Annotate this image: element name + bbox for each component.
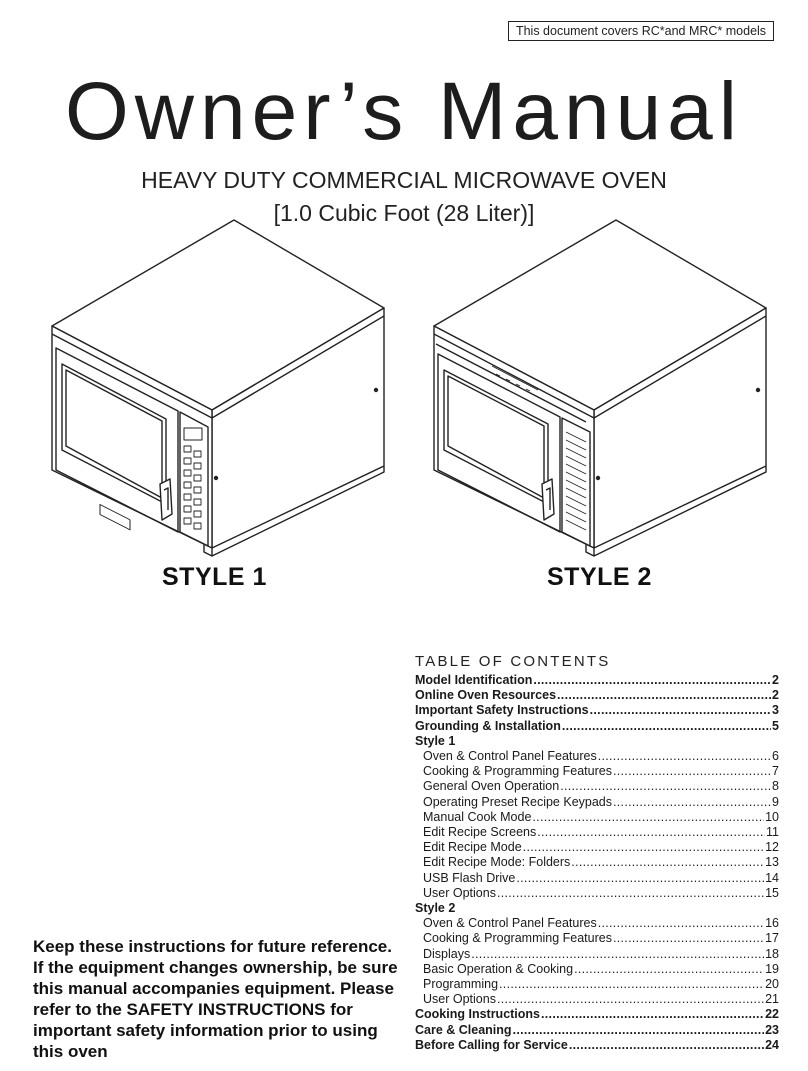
toc-page-number: 15: [765, 885, 779, 900]
toc-page-number: 24: [765, 1037, 779, 1052]
toc-entry[interactable]: [415, 1007, 779, 1022]
toc-entry-title: Style 1: [415, 733, 456, 748]
toc-list: [415, 673, 779, 1053]
toc-leader-dots: [569, 1038, 764, 1053]
toc-leader-dots: [513, 1023, 765, 1038]
microwave-oven-style-2-illustration: [426, 214, 772, 564]
toc-entry-title: Grounding & Installation: [415, 718, 561, 733]
toc-page-number: 14: [765, 870, 779, 885]
toc-leader-dots: [613, 931, 764, 946]
toc-section-heading[interactable]: [415, 734, 779, 749]
toc-page-number: 2: [772, 673, 779, 687]
toc-entry[interactable]: [415, 749, 779, 764]
toc-leader-dots: [471, 947, 764, 962]
style-2-label: STYLE 2: [547, 563, 652, 591]
toc-leader-dots: [571, 855, 764, 870]
toc-entry[interactable]: [415, 673, 779, 688]
toc-page-number: 13: [765, 855, 779, 870]
toc-entry-title: Online Oven Resources: [415, 688, 557, 703]
toc-entry-title: Cooking & Programming Features: [423, 764, 612, 779]
toc-entry-title: User Options: [423, 885, 496, 900]
toc-leader-dots: [499, 977, 764, 992]
toc-entry-title: Before Calling for Service: [415, 1037, 568, 1052]
toc-entry[interactable]: [415, 795, 779, 810]
toc-entry[interactable]: [415, 840, 779, 855]
toc-entry-title: Edit Recipe Mode: [423, 840, 522, 855]
toc-page-number: 19: [765, 961, 779, 976]
toc-leader-dots: [541, 1007, 764, 1022]
toc-page-number: 5: [772, 718, 779, 733]
toc-entry[interactable]: [415, 810, 779, 825]
toc-entry[interactable]: [415, 1023, 779, 1038]
toc-leader-dots: [574, 962, 764, 977]
toc-leader-dots: [537, 825, 765, 840]
toc-entry[interactable]: [415, 977, 779, 992]
toc-leader-dots: [523, 840, 764, 855]
toc-entry-title: Model Identification: [415, 673, 533, 687]
toc-entry-title: Edit Recipe Mode: Folders: [423, 855, 571, 870]
coverage-note: This document covers RC*and MRC* models: [508, 21, 774, 41]
subtitle: HEAVY DUTY COMMERCIAL MICROWAVE OVEN: [141, 167, 667, 193]
toc-page-number: 11: [766, 825, 779, 840]
toc-page-number: 8: [772, 779, 779, 794]
toc-entry-title: Edit Recipe Screens: [423, 825, 537, 840]
toc-page-number: 2: [772, 688, 779, 703]
toc-entry[interactable]: [415, 962, 779, 977]
door-handle: [542, 479, 554, 520]
toc-entry-title: General Oven Operation: [423, 779, 560, 794]
page-title: Owner’s Manual: [64, 66, 744, 157]
toc-page-number: 20: [765, 977, 779, 992]
toc-entry[interactable]: [415, 779, 779, 794]
toc-entry[interactable]: [415, 871, 779, 886]
toc-entry-title: USB Flash Drive: [423, 870, 516, 885]
toc-leader-dots: [562, 719, 771, 734]
toc-section-heading[interactable]: [415, 901, 779, 916]
toc-entry[interactable]: [415, 931, 779, 946]
style-1-label: STYLE 1: [162, 563, 267, 591]
toc-page-number: 12: [765, 840, 779, 855]
toc-leader-dots: [516, 871, 764, 886]
toc-entry-title: Displays: [423, 946, 471, 961]
toc-entry[interactable]: [415, 764, 779, 779]
toc-leader-dots: [557, 688, 771, 703]
toc-leader-dots: [533, 673, 771, 688]
toc-entry-title: Manual Cook Mode: [423, 809, 532, 824]
toc-entry-title: Style 2: [415, 901, 456, 916]
toc-page-number: 22: [765, 1007, 779, 1022]
toc-entry-title: Basic Operation & Cooking: [423, 961, 574, 976]
toc-entry-title: Programming: [423, 977, 499, 992]
door-handle: [160, 479, 172, 520]
toc-leader-dots: [598, 749, 771, 764]
toc-entry-title: Important Safety Instructions: [415, 703, 589, 718]
toc-page-number: 21: [765, 992, 779, 1007]
toc-entry[interactable]: [415, 1038, 779, 1053]
toc-leader-dots: [497, 886, 764, 901]
toc-entry[interactable]: [415, 855, 779, 870]
toc-entry[interactable]: [415, 703, 779, 718]
toc-leader-dots: [613, 764, 771, 779]
toc-entry-title: Cooking Instructions: [415, 1007, 540, 1022]
toc-page-number: 7: [772, 764, 779, 779]
toc-entry-title: User Options: [423, 992, 496, 1007]
toc-leader-dots: [598, 916, 764, 931]
toc-leader-dots: [590, 703, 771, 718]
toc-page-number: 16: [765, 916, 779, 931]
toc-page-number: 6: [772, 749, 779, 764]
toc-entry-title: Oven & Control Panel Features: [423, 749, 597, 764]
toc-entry-title: Operating Preset Recipe Keypads: [423, 794, 612, 809]
toc-entry[interactable]: [415, 825, 779, 840]
toc-page-number: 23: [765, 1022, 779, 1037]
toc-entry[interactable]: [415, 992, 779, 1007]
toc-page-number: 3: [772, 703, 779, 718]
toc-entry[interactable]: [415, 916, 779, 931]
microwave-oven-style-1-illustration: [44, 214, 390, 564]
toc-page-number: 17: [765, 931, 779, 946]
toc-entry-title: Cooking & Programming Features: [423, 931, 612, 946]
toc-page-number: 10: [765, 809, 779, 824]
toc-leader-dots: [497, 992, 764, 1007]
instructions-note: Keep these instructions for future reference. If the equipment changes ownership, be sure this manual accompanies equipment. Please refer to the SAFETY INSTRUCTIONS for important safety information prior to using this oven: [33, 937, 398, 1061]
toc-entry[interactable]: [415, 719, 779, 734]
toc-leader-dots: [532, 810, 764, 825]
toc-entry[interactable]: [415, 886, 779, 901]
toc-page-number: 18: [765, 946, 779, 961]
toc-entry-title: Oven & Control Panel Features: [423, 916, 597, 931]
capacity-label: [1.0 Cubic Foot (28 Liter)]: [273, 200, 535, 226]
toc-page-number: 9: [772, 794, 779, 809]
toc-entry[interactable]: [415, 688, 779, 703]
table-of-contents: [415, 653, 779, 1053]
toc-leader-dots: [613, 795, 771, 810]
toc-entry[interactable]: [415, 947, 779, 962]
toc-entry-title: Care & Cleaning: [415, 1022, 512, 1037]
toc-leader-dots: [560, 779, 771, 794]
toc-heading: TABLE OF CONTENTS: [415, 653, 611, 670]
